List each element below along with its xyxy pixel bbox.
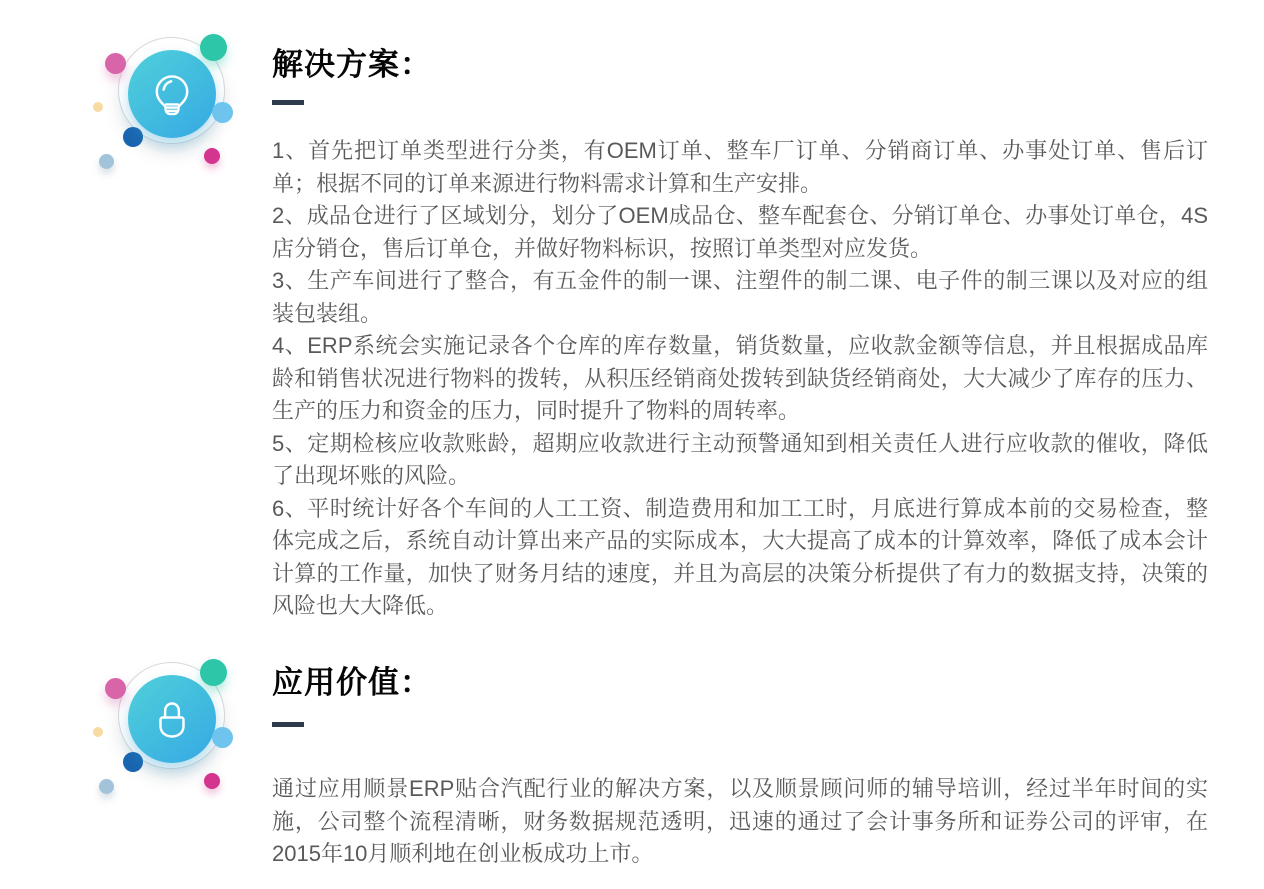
paragraph: 5、定期检核应收款账龄，超期应收款进行主动预警通知到相关责任人进行应收款的催收，降低了出现坏账的风险。: [272, 430, 1208, 488]
decor-dot-magenta: [204, 773, 220, 789]
paragraph: 6、平时统计好各个车间的人工工资、制造费用和加工工时，月底进行算成本前的交易检查，整体完成之后，系统自动计算出来产品的实际成本，大大提高了成本的计算效率，降低了成本会计计算的工作量，加快了财务月结的速度，并且为高层的决策分析提供了有力的数据支持，决策的风险也大大降低。: [272, 495, 1208, 618]
lightbulb-icon: [148, 70, 196, 118]
badge-circle: [128, 50, 216, 138]
value-paragraphs: [272, 773, 1208, 871]
paragraph: 通过应用顺景ERP贴合汽配行业的解决方案，以及顺景顾问师的辅导培训，经过半年时间的实施，公司整个流程清晰，财务数据规范透明，迅速的通过了会计事务所和证券公司的评审，在2015年10月顺利地在创业板成功上市。: [272, 776, 1208, 866]
decor-dot-pink: [105, 678, 126, 699]
decor-dot-cream: [93, 727, 103, 737]
decor-dot-cream: [93, 102, 103, 112]
paragraph: 4、ERP系统会实施记录各个仓库的库存数量，销货数量，应收款金额等信息，并且根据成品库龄和销售状况进行物料的拨转，从积压经销商处拨转到缺货经销商处，大大减少了库存的压力、生产的压力和资金的压力，同时提升了物料的周转率。: [272, 333, 1208, 423]
solution-section-title: 解决方案：: [272, 47, 432, 82]
paragraph: 2、成品仓进行了区域划分，划分了OEM成品仓、整车配套仓、分销订单仓、办事处订单仓，4S店分销仓，售后订单仓，并做好物料标识，按照订单类型对应发货。: [272, 203, 1208, 261]
decor-dot-green: [200, 659, 227, 686]
badge-circle: [128, 675, 216, 763]
paragraph: 3、生产车间进行了整合，有五金件的制一课、注塑件的制二课、电子件的制三课以及对应的组装包装组。: [272, 268, 1208, 326]
decor-dot-light-blue: [212, 102, 233, 123]
decor-dot-dark-blue: [123, 127, 143, 147]
title-underline: [272, 100, 304, 105]
title-underline: [272, 722, 304, 727]
value-icon-badge: [80, 645, 250, 805]
decor-dot-pink: [105, 53, 126, 74]
value-section-title: 应用价值：: [272, 665, 432, 700]
solution-icon-badge: [80, 20, 250, 180]
decor-dot-steel: [99, 779, 114, 794]
decor-dot-light-blue: [212, 727, 233, 748]
decor-dot-green: [200, 34, 227, 61]
lock-icon: [149, 696, 195, 742]
solution-paragraphs: [272, 135, 1208, 623]
decor-dot-magenta: [204, 148, 220, 164]
decor-dot-steel: [99, 154, 114, 169]
paragraph: 1、首先把订单类型进行分类，有OEM订单、整车厂订单、分销商订单、办事处订单、售后订单；根据不同的订单来源进行物料需求计算和生产安排。: [272, 138, 1208, 196]
decor-dot-dark-blue: [123, 752, 143, 772]
